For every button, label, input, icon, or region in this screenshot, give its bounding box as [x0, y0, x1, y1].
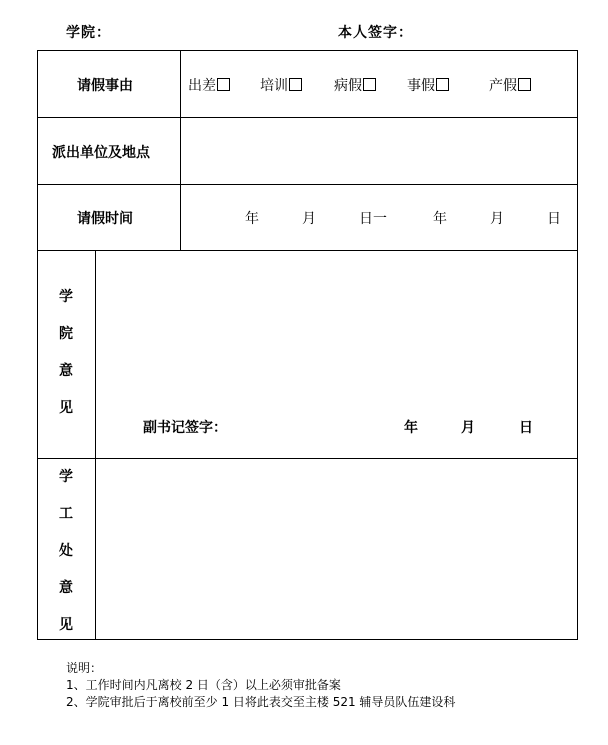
start-day-unit: 日一: [359, 211, 387, 227]
option-label: 病假: [334, 78, 362, 94]
student-affairs-opinion-label: [56, 467, 76, 652]
notes-title: 说明：: [66, 661, 103, 675]
checkbox[interactable]: [363, 78, 376, 91]
opinion-day-unit: 日: [519, 420, 533, 436]
notes-section: [66, 660, 455, 711]
checkbox[interactable]: [518, 78, 531, 91]
label-char: 意: [59, 363, 73, 379]
leave-time-label: 请假时间: [77, 211, 133, 227]
option-sick-leave[interactable]: [334, 75, 376, 95]
opinion-year-unit: 年: [404, 420, 418, 436]
row-divider: [38, 184, 577, 185]
dispatch-unit-input[interactable]: [181, 118, 578, 183]
college-opinion-label: [56, 287, 76, 435]
option-label: 产假: [489, 78, 517, 94]
college-field-label: 学院：: [66, 25, 111, 41]
note-item: 1、工作时间内凡离校 2 日（含）以上必须审批备案: [66, 678, 341, 692]
label-char: 院: [59, 326, 73, 342]
option-business-trip[interactable]: [188, 75, 230, 95]
option-label: 事假: [407, 78, 435, 94]
label-char: 意: [59, 580, 73, 596]
checkbox[interactable]: [436, 78, 449, 91]
option-personal-leave[interactable]: [407, 75, 449, 95]
option-maternity-leave[interactable]: [489, 75, 531, 95]
option-label: 培训: [260, 78, 288, 94]
end-year-unit: 年: [433, 211, 447, 227]
opinion-month-unit: 月: [461, 420, 475, 436]
end-month-unit: 月: [490, 211, 504, 227]
column-divider: [95, 250, 96, 639]
applicant-signature-label: 本人签字：: [338, 25, 413, 41]
end-day-unit: 日: [547, 211, 561, 227]
start-month-unit: 月: [302, 211, 316, 227]
label-char: 学: [59, 289, 73, 305]
leave-reason-label: 请假事由: [77, 78, 133, 94]
leave-request-form: [37, 50, 578, 640]
note-item: 2、学院审批后于离校前至少 1 日将此表交至主楼 521 辅导员队伍建设科: [66, 695, 456, 709]
row-divider: [38, 458, 577, 459]
row-divider: [38, 250, 577, 251]
label-char: 见: [59, 617, 73, 633]
checkbox[interactable]: [217, 78, 230, 91]
label-char: 工: [59, 506, 73, 522]
label-char: 学: [59, 469, 73, 485]
label-char: 处: [59, 543, 73, 559]
label-char: 见: [59, 400, 73, 416]
dispatch-unit-label: 派出单位及地点: [52, 145, 150, 161]
option-training[interactable]: [260, 75, 302, 95]
option-label: 出差: [188, 78, 216, 94]
checkbox[interactable]: [289, 78, 302, 91]
start-year-unit: 年: [245, 211, 259, 227]
deputy-secretary-signature-label: 副书记签字：: [143, 420, 227, 436]
